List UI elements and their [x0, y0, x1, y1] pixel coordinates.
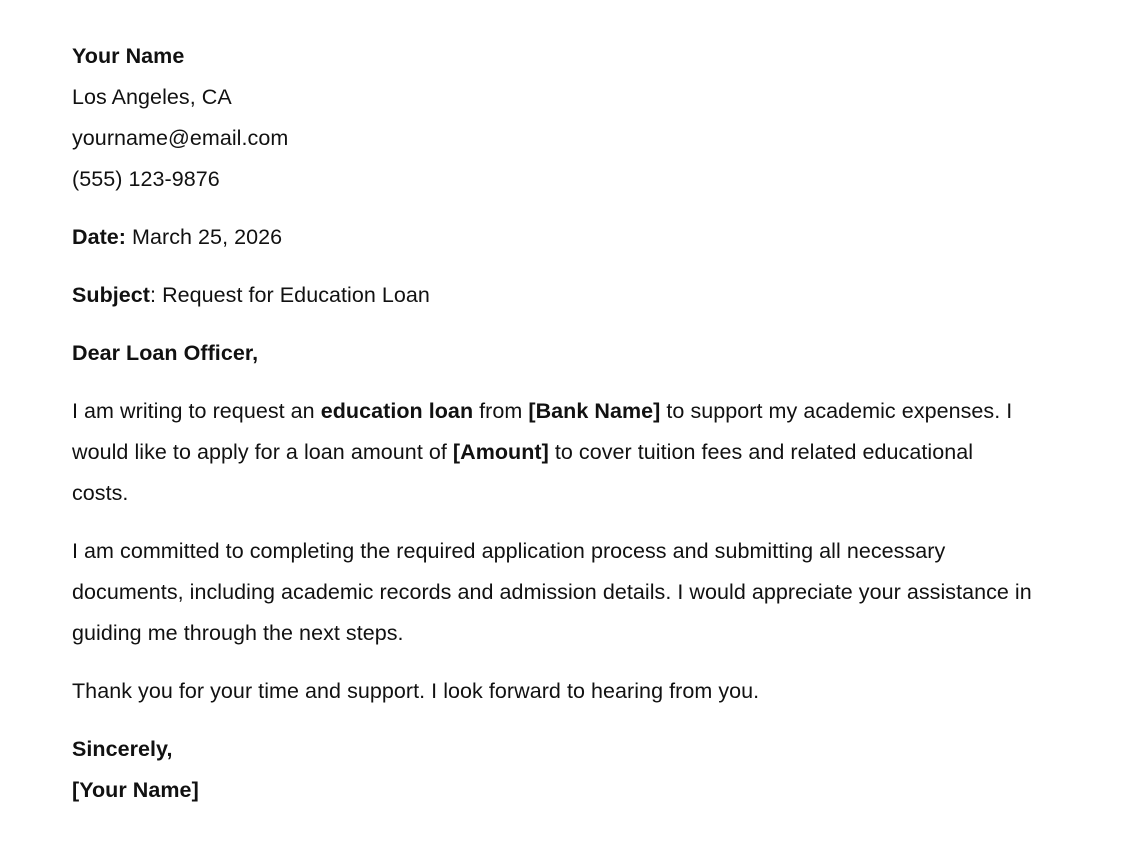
- p1-bold-education-loan: education loan: [320, 399, 474, 423]
- subject-row: [72, 275, 1034, 316]
- p1-seg4: to cover tuition fees and related educational costs.: [72, 440, 974, 505]
- sender-location: Los Angeles, CA: [72, 85, 232, 109]
- p1-seg1: I am writing to request an: [72, 399, 321, 423]
- signature-name: [Your Name]: [72, 778, 199, 802]
- body-paragraph-3: Thank you for your time and support. I look forward to hearing from you.: [72, 679, 760, 703]
- subject-value: Request for Education Loan: [162, 283, 430, 307]
- date-value-text: March 25, 2026: [132, 225, 283, 249]
- closing-block: [72, 729, 1034, 811]
- valediction: Sincerely,: [72, 737, 173, 761]
- body-paragraph-1: [72, 391, 1034, 514]
- salutation: Dear Loan Officer,: [72, 341, 259, 365]
- sender-block: [72, 36, 1034, 200]
- sender-name: Your Name: [72, 44, 185, 68]
- p1-seg3: to support my academic expenses. I would like to apply for a loan amount of: [72, 399, 1013, 464]
- date-row: [72, 217, 1034, 258]
- sender-email: yourname@email.com: [72, 126, 289, 150]
- sender-phone: (555) 123-9876: [72, 167, 220, 191]
- date-label: Date:: [72, 225, 127, 249]
- subject-colon: :: [150, 283, 157, 307]
- body-paragraph-2: I am committed to completing the required application process and submitting all necessary documents, including academic records and admission details. I would appreciate your assistance in guiding me through the next steps.: [72, 539, 1032, 645]
- p1-bold-bank-name: [Bank Name]: [528, 399, 661, 423]
- p1-bold-amount: [Amount]: [452, 440, 549, 464]
- letter-body: [72, 36, 1034, 811]
- p1-seg2: from: [473, 399, 529, 423]
- subject-label: Subject: [72, 283, 151, 307]
